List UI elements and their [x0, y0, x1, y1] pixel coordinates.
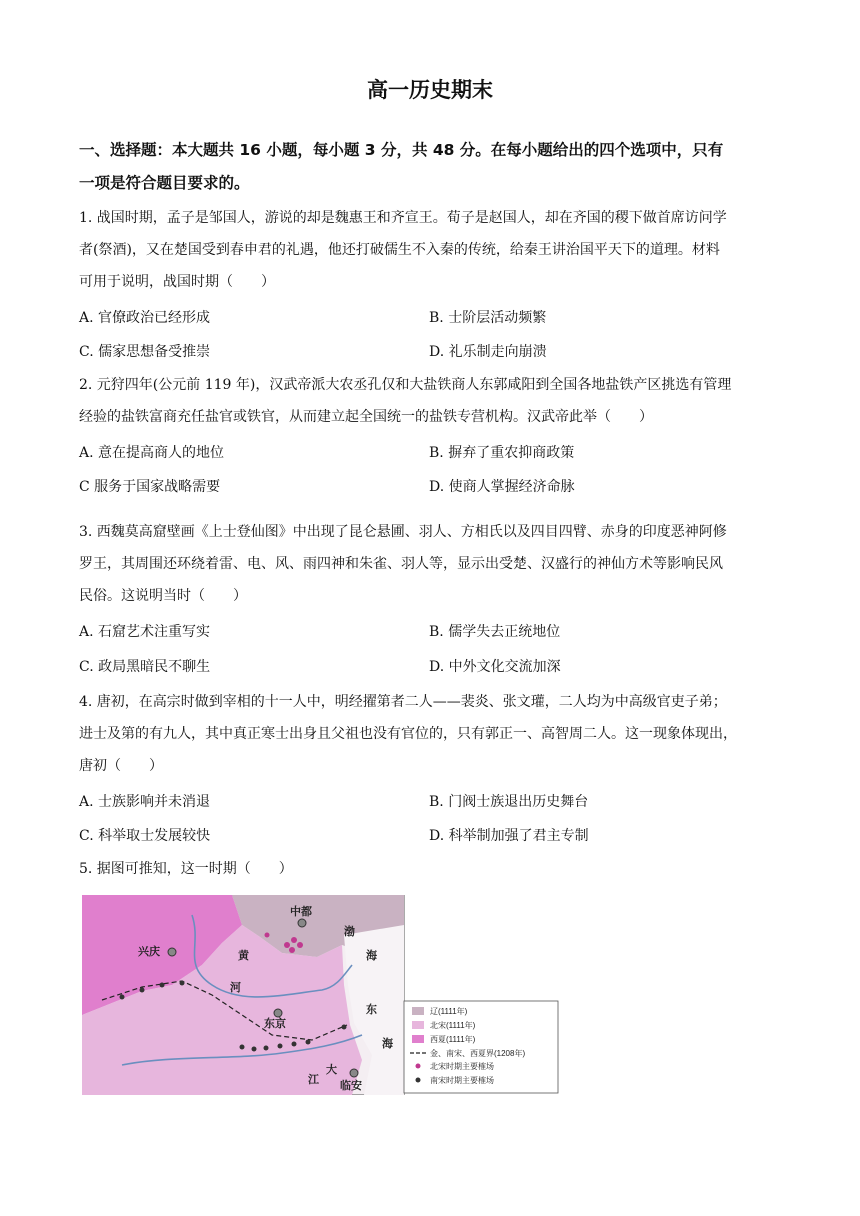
option-a[interactable]: A. 石窟艺术注重写实 — [79, 624, 211, 640]
option-a[interactable]: A. 官僚政治已经形成 — [79, 310, 211, 326]
option-d[interactable]: D. 科举制加强了君主专制 — [429, 828, 589, 844]
question-line: 民俗。这说明当时（ ） — [79, 588, 247, 604]
question-line: 3. 西魏莫高窟壁画《上士登仙图》中出现了昆仑悬圃、羽人、方相氏以及四目四臂、赤身的印度恶神阿修 — [79, 524, 727, 540]
market-dot — [292, 1042, 297, 1047]
market-dot — [264, 1046, 269, 1051]
option-d[interactable]: D. 中外文化交流加深 — [429, 659, 561, 675]
dongjing-marker — [274, 1009, 282, 1017]
option-a[interactable]: A. 意在提高商人的地位 — [79, 445, 225, 461]
question-line: 5. 据图可推知，这一时期（ ） — [79, 861, 293, 877]
legend-swatch-ns-market — [416, 1064, 421, 1069]
option-c[interactable]: C 服务于国家战略需要 — [79, 479, 221, 495]
option-d[interactable]: D. 礼乐制走向崩溃 — [429, 344, 547, 360]
question-4-stem — [79, 686, 781, 782]
market-dot — [297, 942, 303, 948]
linan-marker — [350, 1069, 358, 1077]
legend-label: 北宋时期主要榷场 — [430, 1062, 494, 1071]
page-title: 高一历史期末 — [367, 78, 493, 102]
legend-label: 西夏(1111年) — [430, 1035, 476, 1044]
question-line: 2. 元狩四年(公元前 119 年)，汉武帝派大农丞孔仅和大盐铁商人东郭咸阳到全国各地盐铁产区挑选有管理 — [79, 377, 732, 393]
map-legend — [404, 1001, 558, 1093]
question-line: 经验的盐铁富商充任盐官或铁官，从而建立起全国统一的盐铁专营机构。汉武帝此举（ ） — [79, 409, 653, 425]
question-5-stem — [79, 853, 781, 885]
section-heading-line: 一、选择题：本大题共 16 小题，每小题 3 分，共 48 分。在每小题给出的四个选项中，只有 — [79, 141, 724, 159]
market-dot — [289, 947, 295, 953]
label-dong: 东 — [366, 1004, 377, 1016]
label-jiang: 江 — [308, 1074, 319, 1086]
option-b[interactable]: B. 门阀士族退出历史舞台 — [429, 794, 589, 810]
option-c[interactable]: C. 儒家思想备受推崇 — [79, 344, 211, 360]
legend-swatch-western-xia — [412, 1035, 424, 1043]
market-dot — [278, 1044, 283, 1049]
question-1-stem — [79, 202, 781, 298]
market-dot — [306, 1040, 311, 1045]
legend-label: 辽(1111年) — [430, 1007, 468, 1016]
song-dynasty-map — [82, 895, 560, 1095]
legend-label: 南宋时期主要榷场 — [430, 1076, 494, 1085]
label-zhongdu: 中都 — [290, 906, 312, 918]
market-dot — [252, 1047, 257, 1052]
market-dot — [160, 983, 165, 988]
legend-swatch-northern-song — [412, 1021, 424, 1029]
section-heading-line: 一项是符合题目要求的。 — [79, 174, 250, 192]
option-d[interactable]: D. 使商人掌握经济命脉 — [429, 479, 575, 495]
label-da: 大 — [326, 1064, 337, 1076]
label-hai1: 海 — [366, 950, 377, 962]
question-line: 4. 唐初，在高宗时做到宰相的十一人中，明经擢第者二人——裴炎、张文瓘，二人均为中高级官吏子弟； — [79, 694, 727, 710]
legend-label: 金、南宋、西夏界(1208年) — [430, 1049, 526, 1058]
label-dongjing: 东京 — [264, 1018, 286, 1030]
label-bo: 渤 — [344, 926, 355, 938]
option-c[interactable]: C. 科举取士发展较快 — [79, 828, 211, 844]
option-c[interactable]: C. 政局黑暗民不聊生 — [79, 659, 211, 675]
question-line: 进士及第的有九人，其中真正寒士出身且父祖也没有官位的，只有郭正一、高智周二人。这一现象体现出， — [79, 726, 737, 742]
label-linan: 临安 — [340, 1080, 362, 1092]
label-xingqing: 兴庆 — [138, 946, 160, 958]
market-dot — [342, 1025, 347, 1030]
option-b[interactable]: B. 摒弃了重农抑商政策 — [429, 445, 575, 461]
label-hai2: 海 — [382, 1038, 393, 1050]
label-he: 河 — [230, 982, 241, 994]
question-line: 者(祭酒)，又在楚国受到春申君的礼遇，他还打破儒生不入秦的传统，给秦王讲治国平天下的道理。材料 — [79, 242, 720, 258]
market-dot — [291, 937, 297, 943]
option-b[interactable]: B. 儒学失去正统地位 — [429, 624, 561, 640]
legend-swatch-liao — [412, 1007, 424, 1015]
market-dot — [265, 933, 270, 938]
question-3-stem — [79, 516, 781, 612]
question-line: 1. 战国时期，孟子是邹国人，游说的却是魏惠王和齐宣王。荀子是赵国人，却在齐国的稷下做首席访问学 — [79, 210, 727, 226]
market-dot — [120, 995, 125, 1000]
label-huang: 黄 — [238, 950, 249, 962]
market-dot — [284, 942, 290, 948]
market-dot — [180, 981, 185, 986]
question-line: 唐初（ ） — [79, 758, 163, 774]
legend-label: 北宋(1111年) — [430, 1021, 476, 1030]
legend-swatch-ss-market — [416, 1078, 421, 1083]
question-line: 罗王，其周围还环绕着雷、电、风、雨四神和朱雀、羽人等，显示出受楚、汉盛行的神仙方术等影响民风 — [79, 556, 723, 572]
xingqing-marker — [168, 948, 176, 956]
market-dot — [240, 1045, 245, 1050]
market-dot — [140, 988, 145, 993]
section-heading — [79, 134, 779, 200]
question-2-stem — [79, 369, 781, 433]
question-line: 可用于说明，战国时期（ ） — [79, 274, 275, 290]
zhongdu-marker — [298, 919, 306, 927]
option-b[interactable]: B. 士阶层活动频繁 — [429, 310, 547, 326]
option-a[interactable]: A. 士族影响并未消退 — [79, 794, 211, 810]
